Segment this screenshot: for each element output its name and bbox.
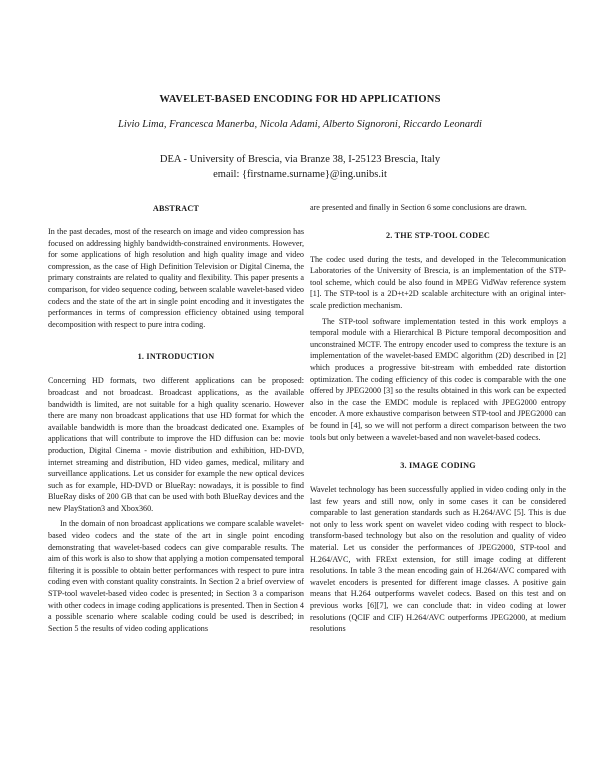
abstract-text: In the past decades, most of the research on image and video compression has focused on addressing highly bandwidth-constrained environments. However, for some applications of high resolution and high quality image and video compression, as the case of High Definition Television or Digital Cinema, the primary constraints are related to quality and flexibility. This paper presents a comparison, for video sequence coding, between scalable wavelet-based video codecs and the state of the art in single point encoding and it investigates the performances in terms of compression efficiency obtained using temporal decomposition with respect to pure intra coding.: [48, 227, 304, 329]
paper-title: WAVELET-BASED ENCODING FOR HD APPLICATIONS: [159, 94, 441, 105]
affiliation: DEA - University of Brescia, via Branze 38, I-25123 Brescia, Italy: [159, 154, 441, 165]
section-1-paragraph-2: In the domain of non broadcast applications we compare scalable wavelet-based video codecs and the state of the art in single point encoding demonstrating that wavelet-based codecs can give comparable results. The aim of this work is also to show that applying a motion compensated temporal filtering it is possible to obtain better performances with respect to pure intra coding even with constant quality constraints. In Section 2 a brief overview of STP-tool wavelet-based video codec is presented; in Section 3 a comparison with other codecs in image coding applications is presented. Then in Section 4 a possible scenario where scalable coding could be used is described; in Section 5 the results of video coding applications: [48, 519, 304, 633]
email: email: {firstname.surname}@ing.unibs.it: [213, 169, 387, 180]
right-column: [310, 202, 566, 635]
author-affiliation-block: [0, 152, 600, 182]
paper-authors: Livio Lima, Francesca Manerba, Nicola Adami, Alberto Signoroni, Riccardo Leonardi: [118, 119, 482, 130]
section-3-heading: 3. IMAGE CODING: [400, 461, 476, 471]
section-1-paragraph-1: Concerning HD formats, two different applications can be proposed: broadcast and not broadcast. Broadcast applications, as the available bandwidth is limited, are not suitable for a high quality scenario. However there are many non broadcast applications that use HD format for which the available bandwidth is more than the broadcast dedicated one. Examples of applications that will contribute to improve the HD diffusion can be: movie production, Digital Cinema - movie distribution and exhibition, HD-DVD, internet streaming and distribution, HD video games, medical, military and surveillance applications. Let us consider for example the new optical devices such as for example, HD-DVD or BlueRay: nowadays, it is possible to find BlueRay disks of 200 GB that can be used with both BlueRay devices and the new PlayStation3 and Xbox360.: [48, 376, 304, 513]
abstract-heading: ABSTRACT: [152, 204, 200, 213]
section-2-paragraph-1: The codec used during the tests, and developed in the Telecommunication Laboratories of the University of Brescia, is an implementation of the STP-tool scheme, which could be also found in MPEG VidWav reference system [1]. The STP-tool is a 2D+t+2D scalable architecture with an original inter-scale prediction mechanism.: [310, 254, 566, 310]
section-2-paragraph-2: The STP-tool software implementation tested in this work employs a temporal module with a Hierarchical B Picture temporal decomposition and unconstrained MCTF. The entropy encoder used to compress the texture is an implementation of the wavelet-based EMDC algorithm (2D) described in [2] which produces a progressive bit-stream with embedded rate distortion optimization. The coding efficiency of this codec is comparable with the one offered by JPEG2000 [3] so the results obtained in this work can be expected also in the case the EMDC module is replaced with JPEG2000 entropy encoder. A more exhaustive comparison between STP-tool and JPEG2000 can be found in [4], so we will not perform a direct comparison between the two tools but only between a wavelet-based and non wavelet-based codecs.: [310, 316, 566, 442]
left-column: [48, 204, 304, 634]
section-1-heading: 1. INTRODUCTION: [137, 352, 215, 362]
section-1-paragraph-3: are presented and finally in Section 6 some conclusions are drawn.: [310, 203, 527, 212]
section-2-heading: 2. THE STP-TOOL CODEC: [386, 230, 490, 240]
section-3-paragraph-1: Wavelet technology has been successfully applied in video coding only in the last few years and still now, only in some cases it can be considered comparable to last generation standards such as H.264/AVC [5]. This is due not only to less work spent on wavelet video coding with respect to block-transform-based technology but also on the resolution and quality of video material. Let us consider the performances of JPEG2000, STP-tool and H.264/AVC, with FRExt extension, for still image coding at different resolutions. In table 3 the mean encoding gain of H.264/AVC compared with wavelet encoders is presented for different image classes. A positive gain means that H.264 outperforms wavelet codecs. Based on this test and on previous works [6][7], we can conclude that: in video coding at lower resolutions (QCIF and CIF) H.264/AVC outperforms JPEG2000, at medium resolutions: [310, 485, 566, 634]
